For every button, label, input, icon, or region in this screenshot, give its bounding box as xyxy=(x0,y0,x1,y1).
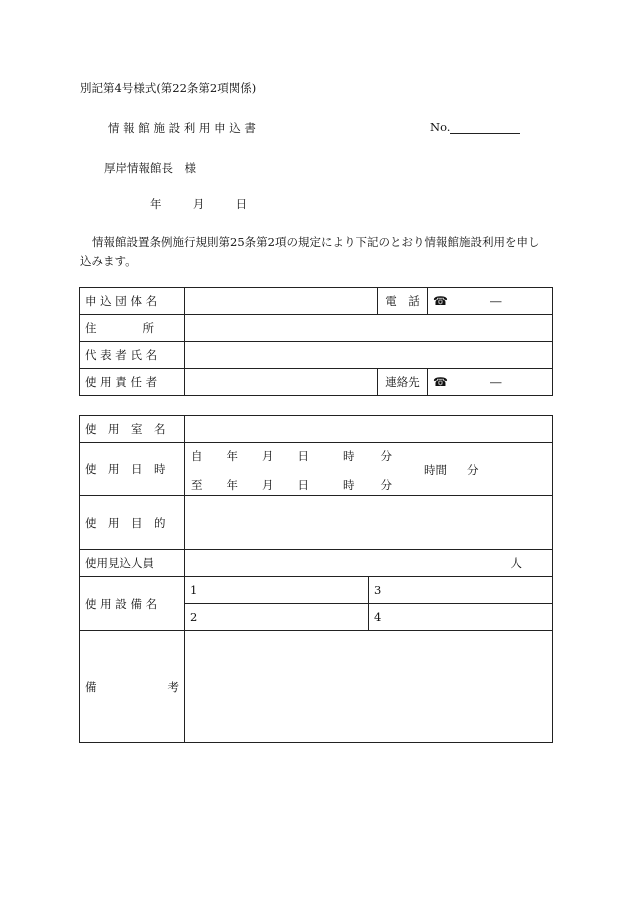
duration xyxy=(424,462,479,478)
contact-label: 連絡先 xyxy=(378,369,428,396)
contact-field[interactable] xyxy=(428,369,553,396)
datetime-label: 使 用 日 時 xyxy=(80,443,185,496)
to-month: 月 xyxy=(262,478,274,492)
from-label: 自 xyxy=(191,449,203,463)
room-field[interactable] xyxy=(185,416,553,443)
from-month: 月 xyxy=(262,449,274,463)
attendees-label: 使用見込人員 xyxy=(80,550,185,577)
room-label: 使 用 室 名 xyxy=(80,416,185,443)
to-hour: 時 xyxy=(343,478,355,492)
equipment-4[interactable] xyxy=(369,604,553,631)
address-label: 住 所 xyxy=(80,315,185,342)
contact-dash: ― xyxy=(489,375,502,389)
attendees-unit: 人 xyxy=(510,556,522,570)
equipment-2[interactable] xyxy=(185,604,369,631)
remarks-label-a: 備 xyxy=(85,679,97,694)
to-minute: 分 xyxy=(380,478,392,492)
address-field[interactable] xyxy=(185,315,553,342)
org-label: 申 込 団 体 名 xyxy=(80,288,185,315)
to-day: 日 xyxy=(297,478,309,492)
phone-label: 電 話 xyxy=(378,288,428,315)
purpose-field[interactable] xyxy=(185,496,553,550)
duration-minutes: 分 xyxy=(467,463,479,477)
datetime-from-row xyxy=(191,448,392,464)
telephone-icon: ☎ xyxy=(433,375,448,389)
form-reference: 別記第4号様式(第22条第2項関係) xyxy=(80,81,257,95)
phone-dash: ― xyxy=(489,294,502,308)
manager-field[interactable] xyxy=(185,369,378,396)
remarks-label xyxy=(80,631,185,743)
body-text-line1: 情報館設置条例施行規則第25条第2項の規定により下記のとおり情報館施設利用を申し xyxy=(92,235,540,249)
form-title: 情 報 館 施 設 利 用 申 込 書 xyxy=(108,121,256,135)
to-year: 年 xyxy=(226,478,238,492)
attendees-field[interactable] xyxy=(185,550,553,577)
date-month: 月 xyxy=(192,197,205,211)
datetime-field[interactable] xyxy=(185,443,553,496)
remarks-label-b: 考 xyxy=(167,679,179,694)
date-day: 日 xyxy=(235,197,248,211)
date-year: 年 xyxy=(150,197,162,211)
applicant-table xyxy=(79,287,553,396)
to-label: 至 xyxy=(191,478,203,492)
representative-field[interactable] xyxy=(185,342,553,369)
representative-label: 代 表 者 氏 名 xyxy=(80,342,185,369)
manager-label: 使 用 責 任 者 xyxy=(80,369,185,396)
usage-table xyxy=(79,415,553,743)
number-label: No. xyxy=(430,120,451,134)
number-field[interactable] xyxy=(450,122,520,134)
from-day: 日 xyxy=(297,449,309,463)
body-text-line2: 込みます。 xyxy=(80,254,137,268)
addressee: 厚岸情報館長 様 xyxy=(104,161,196,175)
phone-field[interactable] xyxy=(428,288,553,315)
equipment-label: 使 用 設 備 名 xyxy=(80,577,185,631)
equipment-2-number: 2 xyxy=(190,610,198,624)
org-field[interactable] xyxy=(185,288,378,315)
form-number[interactable] xyxy=(430,120,520,134)
from-hour: 時 xyxy=(343,449,355,463)
from-minute: 分 xyxy=(380,449,392,463)
duration-hours: 時間 xyxy=(424,463,447,477)
telephone-icon: ☎ xyxy=(433,294,448,308)
from-year: 年 xyxy=(226,449,238,463)
equipment-3[interactable] xyxy=(369,577,553,604)
purpose-label: 使 用 目 的 xyxy=(80,496,185,550)
equipment-1[interactable] xyxy=(185,577,369,604)
datetime-to-row xyxy=(191,477,392,493)
date-line xyxy=(150,196,247,212)
equipment-4-number: 4 xyxy=(374,610,382,624)
equipment-3-number: 3 xyxy=(374,583,382,597)
equipment-1-number: 1 xyxy=(190,583,198,597)
remarks-field[interactable] xyxy=(185,631,553,743)
